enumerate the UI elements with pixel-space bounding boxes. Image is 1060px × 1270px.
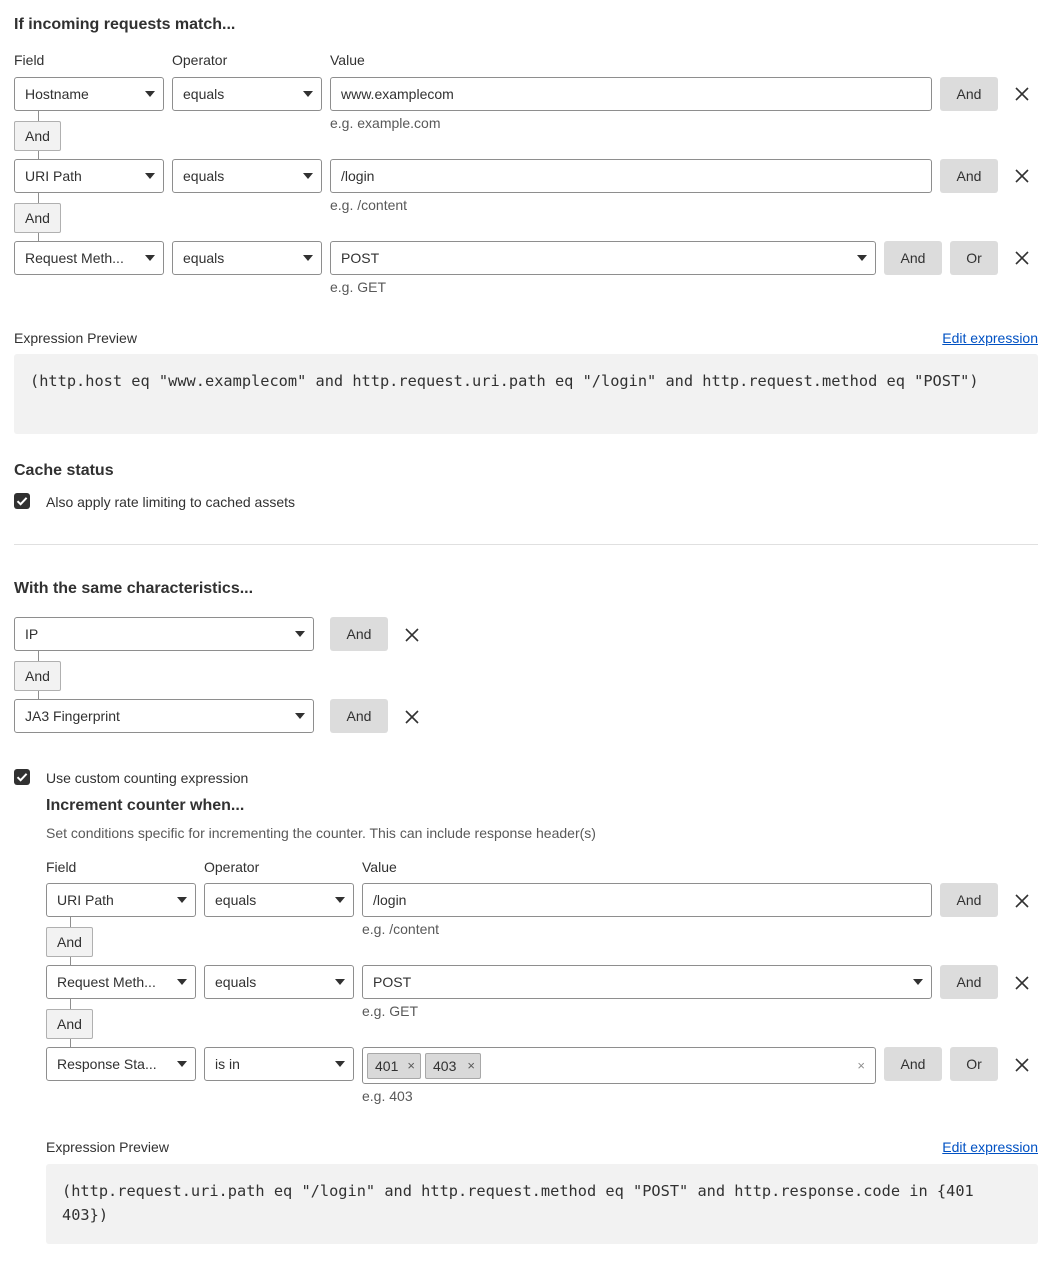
operator-select-value: equals (183, 86, 225, 102)
field-select-request-method[interactable] (14, 241, 164, 275)
expression-preview: (http.host eq "www.examplecom" and http.request.uri.path eq "/login" and http.request.method eq "POST") (14, 354, 1038, 434)
close-icon[interactable] (1014, 86, 1030, 102)
chevron-down-icon (145, 173, 155, 179)
cache-checkbox[interactable] (14, 493, 30, 509)
chevron-down-icon (303, 255, 313, 261)
characteristic-value: IP (25, 626, 39, 642)
value-select-method[interactable] (330, 241, 876, 275)
custom-counting-checkbox[interactable] (14, 769, 30, 785)
or-button[interactable]: Or (950, 241, 998, 275)
and-connector: And (14, 121, 61, 151)
value-hint: e.g. example.com (330, 115, 441, 131)
counting-expression-preview: (http.request.uri.path eq "/login" and http.request.method eq "POST" and http.response.code in {401 403}) (46, 1164, 1038, 1244)
value-header: Value (330, 52, 365, 68)
operator-select-value: equals (215, 892, 257, 908)
chevron-down-icon (913, 979, 923, 985)
clear-all-icon[interactable]: × (857, 1058, 865, 1073)
field-select-hostname[interactable] (14, 77, 164, 111)
field-select-value: URI Path (25, 168, 82, 184)
and-button[interactable]: And (330, 699, 388, 733)
field-select-response-status[interactable] (46, 1047, 196, 1081)
cache-checkbox-label: Also apply rate limiting to cached assets (46, 494, 296, 510)
connector-line (70, 917, 71, 927)
and-button[interactable]: And (940, 965, 998, 999)
tag-label: 403 (433, 1058, 457, 1074)
connector-line (38, 111, 39, 121)
close-icon[interactable] (1014, 168, 1030, 184)
and-button[interactable]: And (940, 883, 998, 917)
operator-select-value: equals (215, 974, 257, 990)
chevron-down-icon (145, 255, 155, 261)
chevron-down-icon (295, 713, 305, 719)
value-select-method[interactable] (362, 965, 932, 999)
field-select-value: Request Meth... (25, 250, 124, 266)
operator-select[interactable] (204, 883, 354, 917)
increment-counter-title: Increment counter when... (46, 797, 245, 814)
close-icon[interactable] (404, 627, 420, 643)
and-button[interactable]: And (330, 617, 388, 651)
value-input-uri-path[interactable]: /login (362, 883, 932, 917)
close-icon[interactable] (1014, 893, 1030, 909)
chevron-down-icon (335, 1061, 345, 1067)
and-button[interactable]: And (884, 1047, 942, 1081)
operator-select-value: equals (183, 250, 225, 266)
cache-status-title: Cache status (14, 462, 114, 479)
and-button[interactable]: And (940, 77, 998, 111)
value-hint: e.g. GET (362, 1003, 419, 1019)
chevron-down-icon (857, 255, 867, 261)
and-button[interactable]: And (940, 159, 998, 193)
and-connector: And (46, 927, 93, 957)
field-select-value: URI Path (57, 892, 114, 908)
edit-expression-link[interactable]: Edit expression (942, 330, 1038, 346)
chevron-down-icon (145, 91, 155, 97)
increment-counter-description: Set conditions specific for incrementing the counter. This can include response header(s) (46, 825, 596, 841)
expression-preview-label: Expression Preview (46, 1139, 169, 1155)
value-header: Value (362, 859, 397, 875)
chevron-down-icon (177, 1061, 187, 1067)
connector-line (38, 193, 39, 203)
value-select-value: POST (373, 974, 412, 990)
characteristics-title: With the same characteristics... (14, 580, 254, 597)
operator-header: Operator (172, 52, 228, 68)
tag-label: 401 (375, 1058, 399, 1074)
connector-line (70, 999, 71, 1009)
characteristic-select-ja3[interactable] (14, 699, 314, 733)
field-select-value: Response Sta... (57, 1056, 157, 1072)
field-select-value: Request Meth... (57, 974, 156, 990)
and-connector: And (46, 1009, 93, 1039)
field-select-uri-path[interactable] (46, 883, 196, 917)
chevron-down-icon (177, 897, 187, 903)
chevron-down-icon (295, 631, 305, 637)
tag-403 (425, 1053, 481, 1079)
connector-line (38, 651, 39, 661)
operator-select[interactable] (172, 159, 322, 193)
edit-expression-link[interactable]: Edit expression (942, 1139, 1038, 1155)
close-icon[interactable] (1014, 250, 1030, 266)
close-icon[interactable] (404, 709, 420, 725)
and-connector: And (14, 203, 61, 233)
chevron-down-icon (303, 173, 313, 179)
value-hint: e.g. /content (330, 197, 408, 213)
field-select-uri-path[interactable] (14, 159, 164, 193)
or-button[interactable]: Or (950, 1047, 998, 1081)
operator-select[interactable] (204, 965, 354, 999)
value-input-uri-path[interactable]: /login (330, 159, 932, 193)
tag-401 (367, 1053, 421, 1079)
tag-remove-icon[interactable]: × (407, 1058, 415, 1073)
expression-preview-label: Expression Preview (14, 330, 137, 346)
value-input-hostname[interactable]: www.examplecom (330, 77, 932, 111)
value-select-value: POST (341, 250, 380, 266)
field-select-request-method[interactable] (46, 965, 196, 999)
field-select-value: Hostname (25, 86, 89, 102)
chevron-down-icon (335, 979, 345, 985)
chevron-down-icon (335, 897, 345, 903)
value-hint: e.g. GET (330, 279, 387, 295)
field-header: Field (46, 859, 77, 875)
operator-select[interactable] (172, 77, 322, 111)
operator-select-value: equals (183, 168, 225, 184)
operator-header: Operator (204, 859, 260, 875)
close-icon[interactable] (1014, 1057, 1030, 1073)
characteristic-select-ip[interactable] (14, 617, 314, 651)
characteristic-value: JA3 Fingerprint (25, 708, 120, 724)
operator-select[interactable] (172, 241, 322, 275)
section-title-match: If incoming requests match... (14, 16, 236, 33)
chevron-down-icon (177, 979, 187, 985)
field-header: Field (14, 52, 45, 68)
section-divider (14, 544, 1038, 545)
and-button[interactable]: And (884, 241, 942, 275)
close-icon[interactable] (1014, 975, 1030, 991)
custom-counting-label: Use custom counting expression (46, 770, 249, 786)
tag-remove-icon[interactable]: × (467, 1058, 475, 1073)
and-connector: And (14, 661, 61, 691)
operator-select-value: is in (215, 1056, 240, 1072)
value-hint: e.g. /content (362, 921, 440, 937)
status-code-multiselect[interactable] (362, 1047, 876, 1084)
operator-select[interactable] (204, 1047, 354, 1081)
value-hint: e.g. 403 (362, 1088, 413, 1104)
chevron-down-icon (303, 91, 313, 97)
